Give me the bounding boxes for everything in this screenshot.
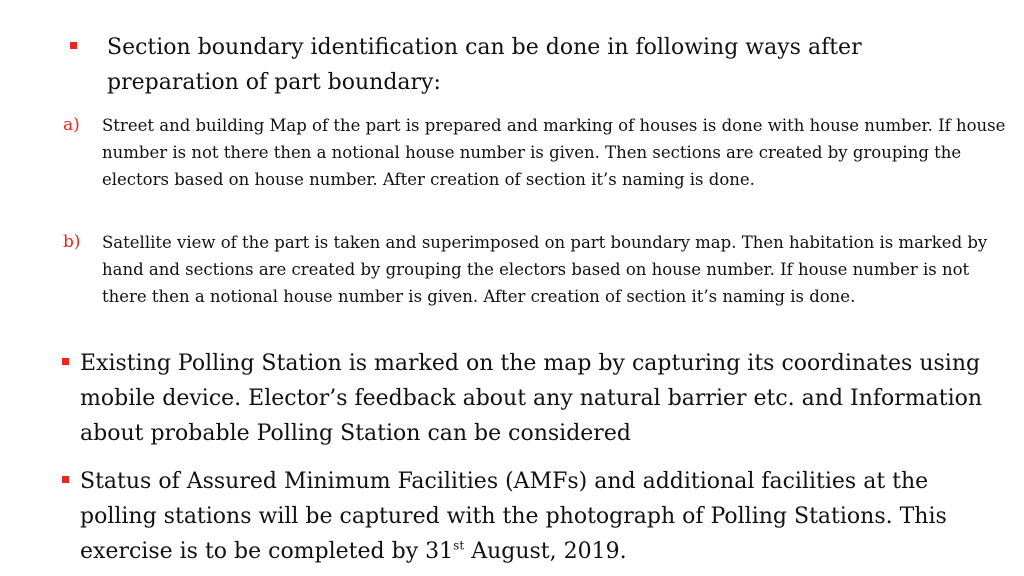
bullet-square-icon xyxy=(62,476,69,483)
bullet-1-text: Section boundary identification can be done in following ways after preparation of part boundary: xyxy=(107,35,862,95)
item-a-text: Street and building Map of the part is prepared and marking of houses is done with house number. If house number is not there then a notional house number is given. Then sections are created by grouping the electors based on house number. After creation of section it’s naming is done. xyxy=(102,116,1006,189)
item-a-marker: a) xyxy=(63,115,80,135)
bullet-3-text-main: Status of Assured Minimum Facilities (AMFs) and additional facilities at the polling stations will be captured with the photograph of Polling Stations. This exercise is to be completed by 31 xyxy=(80,469,947,564)
item-b-marker: b) xyxy=(63,232,81,252)
bullet-2-text: Existing Polling Station is marked on the map by capturing its coordinates using mobile device. Elector’s feedback about any natural barrier etc. and Information about probable Polling Station can be considered xyxy=(80,351,983,446)
ordinal-superscript: st xyxy=(453,538,465,553)
bullet-square-icon xyxy=(70,42,77,49)
bullet-3-text-date: August, 2019. xyxy=(464,539,627,564)
bullet-3-text xyxy=(80,464,1000,569)
item-b-text: Satellite view of the part is taken and superimposed on part boundary map. Then habitation is marked by hand and sections are created by grouping the electors based on house number. If house number is not there then a notional house number is given. After creation of section it’s naming is done. xyxy=(102,233,988,306)
bullet-square-icon xyxy=(62,358,69,365)
